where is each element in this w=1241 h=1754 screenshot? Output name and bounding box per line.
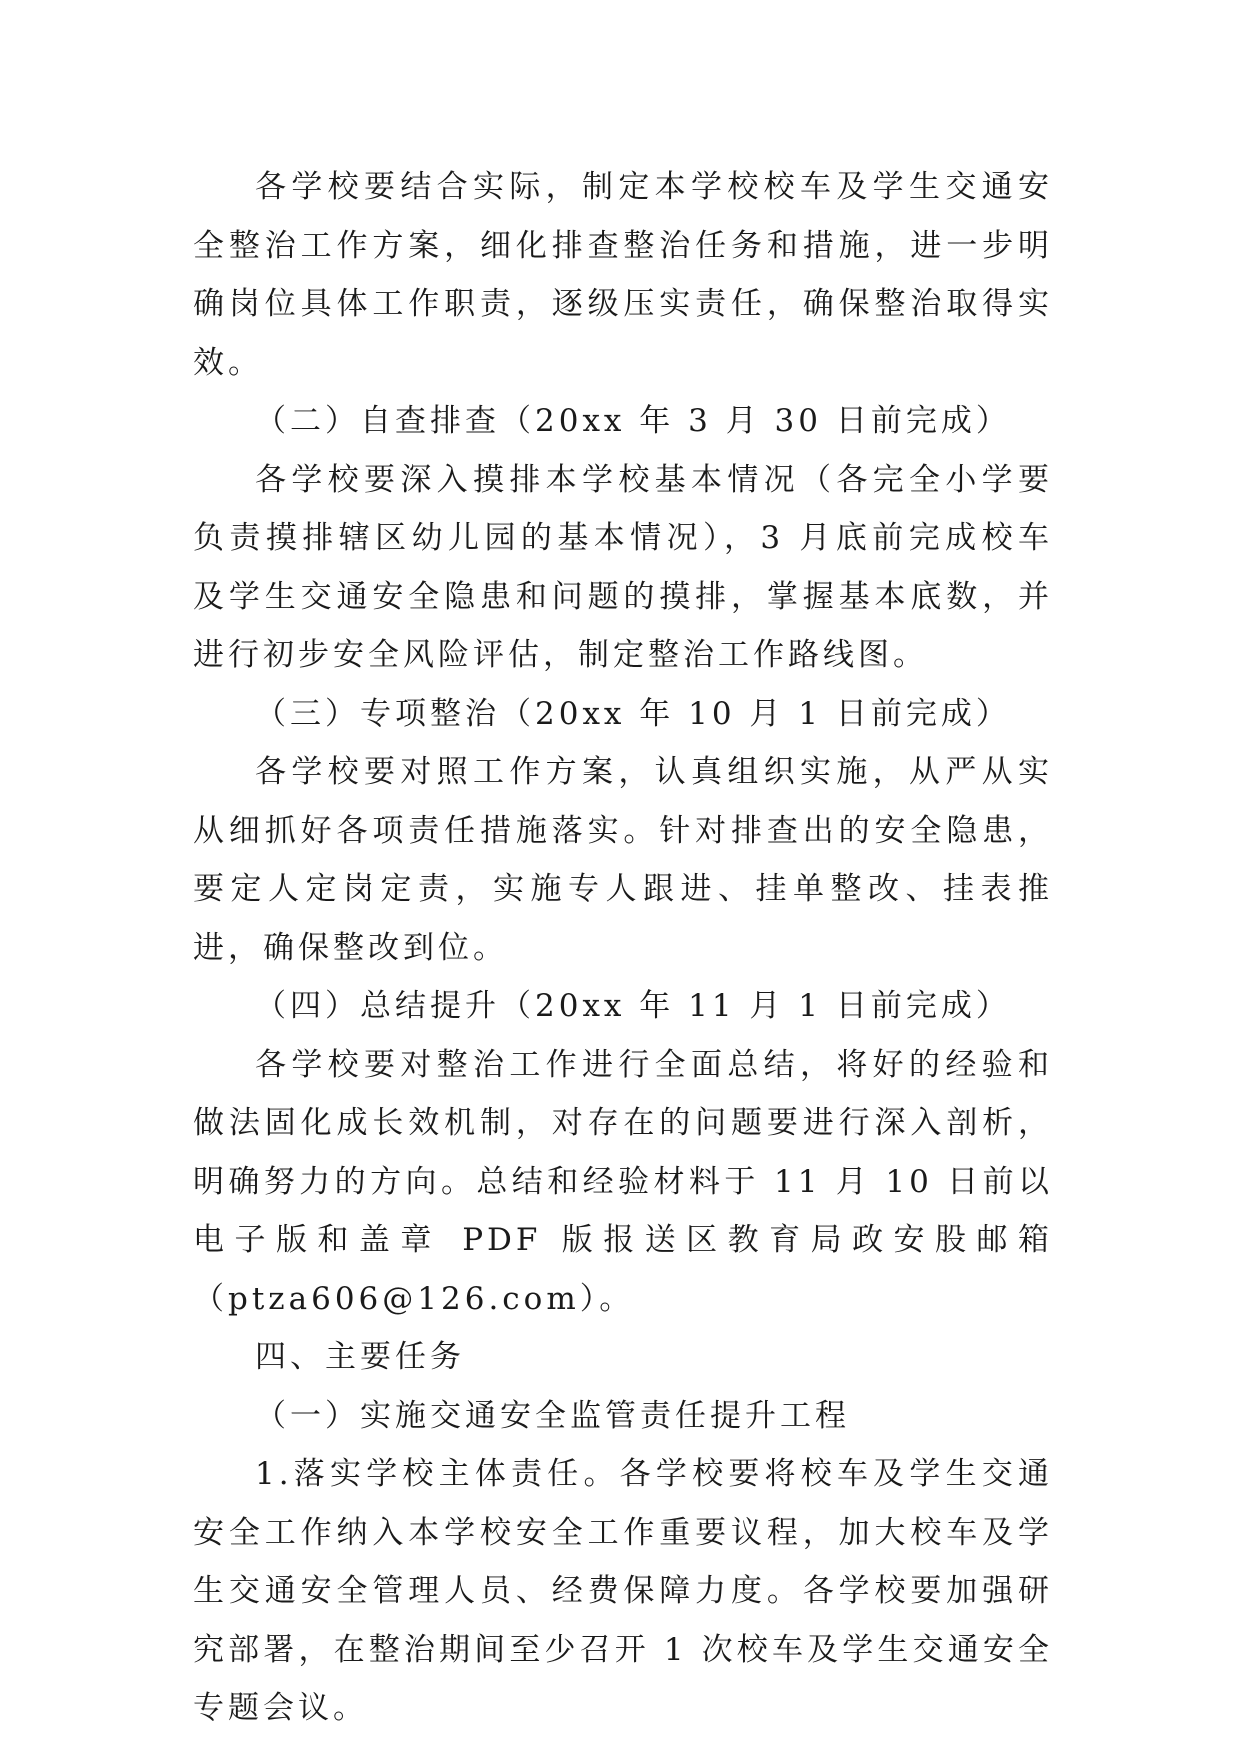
- section-heading: （三）专项整治（20xx 年 10 月 1 日前完成）: [255, 695, 1011, 732]
- paragraph: 各学校要结合实际，制定本学校校车及学生交通安全整治工作方案，细化排查整治任务和措施，进一步明确岗位具体工作职责，逐级压实责任，确保整治取得实效。: [193, 169, 1053, 381]
- chapter-heading: 四、主要任务: [255, 1339, 465, 1375]
- paragraph: 1.落实学校主体责任。各学校要将校车及学生交通安全工作纳入本学校安全工作重要议程，加大校车及学生交通安全管理人员、经费保障力度。各学校要加强研究部署，在整治期间至少召开 1 次校车及学生交通安全专题会议。: [193, 1456, 1053, 1726]
- section-heading: （一）实施交通安全监管责任提升工程: [255, 1397, 850, 1434]
- paragraph: 各学校要对整治工作进行全面总结，将好的经验和做法固化成长效机制，对存在的问题要进行深入剖析，明确努力的方向。总结和经验材料于 11 月 10 日前以电子版和盖章 PDF 版报送区教育局政安股邮箱（ptza606@126.com）。: [193, 1046, 1053, 1317]
- document-body: [193, 158, 1053, 1738]
- paragraph: 各学校要对照工作方案，认真组织实施，从严从实从细抓好各项责任措施落实。针对排查出的安全隐患，要定人定岗定责，实施专人跟进、挂单整改、挂表推进，确保整改到位。: [193, 754, 1053, 966]
- section-heading: （四）总结提升（20xx 年 11 月 1 日前完成）: [255, 988, 1011, 1024]
- paragraph: 各学校要深入摸排本学校基本情况（各完全小学要负责摸排辖区幼儿园的基本情况），3 月底前完成校车及学生交通安全隐患和问题的摸排，掌握基本底数，并进行初步安全风险评估，制定整治工作路线图。: [193, 461, 1053, 673]
- section-heading: （二）自查排查（20xx 年 3 月 30 日前完成）: [255, 403, 1011, 439]
